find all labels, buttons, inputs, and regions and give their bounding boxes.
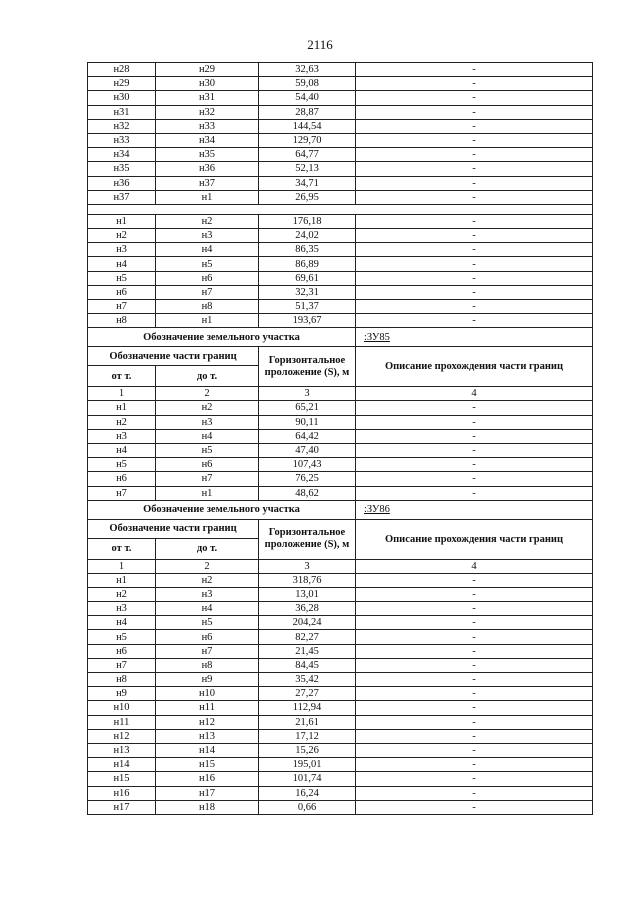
table-cell: н3: [88, 243, 156, 257]
table-cell: -: [356, 644, 593, 658]
table-row: [88, 472, 593, 486]
table-cell: н29: [88, 77, 156, 91]
column-index: 1: [88, 387, 156, 401]
table-cell: 193,67: [259, 314, 356, 328]
table-cell: -: [356, 229, 593, 243]
table-cell: -: [356, 314, 593, 328]
table-cell: н7: [156, 285, 259, 299]
table-cell: 129,70: [259, 133, 356, 147]
table-cell: н30: [88, 91, 156, 105]
column-index: 4: [356, 559, 593, 573]
table-cell: н32: [88, 119, 156, 133]
table-cell: н5: [88, 271, 156, 285]
to-header: до т.: [156, 538, 259, 559]
table-cell: н12: [88, 729, 156, 743]
table-cell: н37: [156, 176, 259, 190]
table-cell: н36: [156, 162, 259, 176]
table-cell: -: [356, 214, 593, 228]
part-label-header: Обозначение части границ: [88, 347, 259, 366]
table-cell: н7: [156, 644, 259, 658]
table-row: [88, 743, 593, 757]
table-row: [88, 105, 593, 119]
table-row: [88, 772, 593, 786]
table-cell: н13: [88, 743, 156, 757]
table-cell: н33: [156, 119, 259, 133]
table-row: [88, 162, 593, 176]
table-cell: н33: [88, 133, 156, 147]
table-cell: 17,12: [259, 729, 356, 743]
table-row: [88, 429, 593, 443]
table-row: [88, 148, 593, 162]
table-cell: н1: [156, 486, 259, 500]
table-cell: 51,37: [259, 300, 356, 314]
table-cell: н36: [88, 176, 156, 190]
table-cell: 21,61: [259, 715, 356, 729]
table-cell: -: [356, 415, 593, 429]
table-cell: н5: [88, 630, 156, 644]
table-row: [88, 701, 593, 715]
table-cell: 34,71: [259, 176, 356, 190]
boundary-table-body: [88, 63, 593, 815]
table-cell: -: [356, 257, 593, 271]
parcel-header-row: [88, 500, 593, 519]
table-row: [88, 602, 593, 616]
table-row: [88, 190, 593, 204]
table-cell: н16: [88, 786, 156, 800]
table-cell: н5: [156, 616, 259, 630]
table-cell: 35,42: [259, 673, 356, 687]
table-row: [88, 729, 593, 743]
table-cell: 76,25: [259, 472, 356, 486]
table-cell: н6: [88, 644, 156, 658]
table-cell: -: [356, 148, 593, 162]
table-cell: 65,21: [259, 401, 356, 415]
table-cell: н3: [156, 229, 259, 243]
parcel-header-row: [88, 328, 593, 347]
table-cell: 59,08: [259, 77, 356, 91]
table-row: [88, 91, 593, 105]
table-cell: 318,76: [259, 573, 356, 587]
table-row: [88, 176, 593, 190]
table-cell: н14: [88, 758, 156, 772]
table-row: [88, 401, 593, 415]
table-cell: 204,24: [259, 616, 356, 630]
table-cell: 69,61: [259, 271, 356, 285]
table-cell: н34: [88, 148, 156, 162]
table-row: [88, 715, 593, 729]
column-index-row: [88, 559, 593, 573]
table-cell: н4: [156, 602, 259, 616]
table-cell: -: [356, 602, 593, 616]
table-cell: -: [356, 91, 593, 105]
table-row: [88, 587, 593, 601]
table-cell: н15: [156, 758, 259, 772]
part-label-header: Обозначение части границ: [88, 519, 259, 538]
table-cell: н5: [88, 458, 156, 472]
description-header: Описание прохождения части границ: [356, 519, 593, 559]
table-cell: 101,74: [259, 772, 356, 786]
parcel-label: Обозначение земельного участка: [88, 328, 356, 347]
table-cell: -: [356, 271, 593, 285]
table-cell: н3: [88, 429, 156, 443]
table-cell: н13: [156, 729, 259, 743]
table-cell: н8: [88, 314, 156, 328]
table-cell: н8: [156, 300, 259, 314]
parcel-code: :ЗУ85: [356, 328, 593, 347]
column-index: 2: [156, 387, 259, 401]
table-cell: н2: [88, 587, 156, 601]
table-cell: -: [356, 77, 593, 91]
table-row: [88, 214, 593, 228]
table-cell: -: [356, 701, 593, 715]
table-cell: н2: [88, 229, 156, 243]
table-cell: 52,13: [259, 162, 356, 176]
table-cell: н6: [156, 458, 259, 472]
table-cell: 144,54: [259, 119, 356, 133]
table-cell: н28: [88, 63, 156, 77]
table-cell: -: [356, 486, 593, 500]
table-cell: н35: [156, 148, 259, 162]
table-cell: 82,27: [259, 630, 356, 644]
table-cell: н6: [156, 271, 259, 285]
table-cell: 48,62: [259, 486, 356, 500]
table-cell: -: [356, 758, 593, 772]
table-cell: н6: [88, 285, 156, 299]
table-cell: 195,01: [259, 758, 356, 772]
table-row: [88, 800, 593, 814]
table-cell: 36,28: [259, 602, 356, 616]
table-cell: н7: [156, 472, 259, 486]
table-cell: 32,63: [259, 63, 356, 77]
table-cell: н1: [88, 214, 156, 228]
table-row: [88, 300, 593, 314]
table-cell: н16: [156, 772, 259, 786]
table-cell: н15: [88, 772, 156, 786]
table-row: [88, 285, 593, 299]
table-cell: н4: [156, 243, 259, 257]
table-cell: н3: [156, 587, 259, 601]
table-row: [88, 257, 593, 271]
table-cell: -: [356, 300, 593, 314]
table-cell: -: [356, 63, 593, 77]
table-cell: н9: [88, 687, 156, 701]
table-cell: 24,02: [259, 229, 356, 243]
table-cell: 176,18: [259, 214, 356, 228]
column-header-row: [88, 347, 593, 366]
column-index: 1: [88, 559, 156, 573]
table-cell: 27,27: [259, 687, 356, 701]
table-cell: н37: [88, 190, 156, 204]
table-cell: н29: [156, 63, 259, 77]
table-cell: н1: [156, 190, 259, 204]
table-cell: 13,01: [259, 587, 356, 601]
table-cell: н2: [156, 573, 259, 587]
page-number: 2116: [307, 37, 333, 52]
table-row: [88, 243, 593, 257]
table-cell: н4: [156, 429, 259, 443]
table-cell: н8: [88, 673, 156, 687]
table-row: [88, 229, 593, 243]
table-row: [88, 486, 593, 500]
separator-cell: [88, 204, 593, 214]
table-cell: 32,31: [259, 285, 356, 299]
table-row: [88, 758, 593, 772]
table-row: [88, 630, 593, 644]
table-row: [88, 77, 593, 91]
to-header: до т.: [156, 366, 259, 387]
table-cell: н12: [156, 715, 259, 729]
table-row: [88, 133, 593, 147]
table-row: [88, 63, 593, 77]
table-cell: 107,43: [259, 458, 356, 472]
table-cell: -: [356, 133, 593, 147]
table-cell: н31: [88, 105, 156, 119]
table-cell: н31: [156, 91, 259, 105]
table-cell: н5: [156, 257, 259, 271]
table-cell: 84,45: [259, 658, 356, 672]
table-cell: н17: [156, 786, 259, 800]
table-cell: н11: [88, 715, 156, 729]
column-index: 3: [259, 559, 356, 573]
table-row: [88, 443, 593, 457]
table-cell: -: [356, 772, 593, 786]
table-cell: 16,24: [259, 786, 356, 800]
table-cell: н3: [156, 415, 259, 429]
table-cell: -: [356, 190, 593, 204]
table-cell: -: [356, 573, 593, 587]
table-cell: н2: [88, 415, 156, 429]
table-row: [88, 458, 593, 472]
table-cell: н6: [88, 472, 156, 486]
table-cell: н1: [88, 401, 156, 415]
table-cell: н35: [88, 162, 156, 176]
table-cell: н10: [88, 701, 156, 715]
table-cell: -: [356, 443, 593, 457]
table-cell: -: [356, 587, 593, 601]
table-cell: 54,40: [259, 91, 356, 105]
table-cell: -: [356, 630, 593, 644]
column-index: 2: [156, 559, 259, 573]
table-cell: -: [356, 616, 593, 630]
table-cell: -: [356, 800, 593, 814]
from-header: от т.: [88, 366, 156, 387]
from-header: от т.: [88, 538, 156, 559]
table-cell: 86,89: [259, 257, 356, 271]
table-row: [88, 786, 593, 800]
table-row: [88, 314, 593, 328]
table-cell: н7: [88, 486, 156, 500]
table-cell: н14: [156, 743, 259, 757]
table-cell: -: [356, 401, 593, 415]
table-row: [88, 119, 593, 133]
table-cell: 0,66: [259, 800, 356, 814]
separator-row: [88, 204, 593, 214]
table-cell: 64,42: [259, 429, 356, 443]
table-cell: н2: [156, 214, 259, 228]
table-cell: н5: [156, 443, 259, 457]
table-cell: н4: [88, 443, 156, 457]
table-cell: -: [356, 715, 593, 729]
table-cell: -: [356, 458, 593, 472]
table-cell: н8: [156, 658, 259, 672]
table-cell: -: [356, 105, 593, 119]
column-index: 4: [356, 387, 593, 401]
table-cell: -: [356, 786, 593, 800]
table-cell: н4: [88, 257, 156, 271]
table-row: [88, 616, 593, 630]
table-cell: н32: [156, 105, 259, 119]
table-cell: -: [356, 658, 593, 672]
table-cell: -: [356, 176, 593, 190]
column-header-row: [88, 519, 593, 538]
table-cell: н1: [88, 573, 156, 587]
table-row: [88, 658, 593, 672]
table-cell: 64,77: [259, 148, 356, 162]
table-cell: н7: [88, 300, 156, 314]
table-cell: 112,94: [259, 701, 356, 715]
table-cell: -: [356, 285, 593, 299]
column-index-row: [88, 387, 593, 401]
table-cell: н34: [156, 133, 259, 147]
table-cell: 86,35: [259, 243, 356, 257]
table-row: [88, 271, 593, 285]
boundary-table: [87, 62, 593, 815]
table-cell: -: [356, 687, 593, 701]
table-cell: н2: [156, 401, 259, 415]
table-cell: -: [356, 472, 593, 486]
table-row: [88, 415, 593, 429]
table-cell: н17: [88, 800, 156, 814]
horizontal-header: Горизонтальное проложение (S), м: [259, 519, 356, 559]
table-cell: н1: [156, 314, 259, 328]
table-cell: -: [356, 743, 593, 757]
table-cell: н10: [156, 687, 259, 701]
table-row: [88, 673, 593, 687]
table-cell: 21,45: [259, 644, 356, 658]
parcel-code: :ЗУ86: [356, 500, 593, 519]
table-row: [88, 573, 593, 587]
column-index: 3: [259, 387, 356, 401]
table-cell: 28,87: [259, 105, 356, 119]
table-cell: -: [356, 729, 593, 743]
table-cell: н4: [88, 616, 156, 630]
table-row: [88, 644, 593, 658]
table-cell: -: [356, 429, 593, 443]
parcel-label: Обозначение земельного участка: [88, 500, 356, 519]
table-cell: -: [356, 119, 593, 133]
horizontal-header: Горизонтальное проложение (S), м: [259, 347, 356, 387]
table-cell: -: [356, 162, 593, 176]
table-cell: 47,40: [259, 443, 356, 457]
table-row: [88, 687, 593, 701]
table-cell: 90,11: [259, 415, 356, 429]
table-cell: н11: [156, 701, 259, 715]
table-cell: н9: [156, 673, 259, 687]
description-header: Описание прохождения части границ: [356, 347, 593, 387]
table-cell: -: [356, 673, 593, 687]
table-cell: н18: [156, 800, 259, 814]
table-cell: н7: [88, 658, 156, 672]
table-cell: н30: [156, 77, 259, 91]
table-cell: -: [356, 243, 593, 257]
table-cell: н6: [156, 630, 259, 644]
table-cell: 15,26: [259, 743, 356, 757]
table-cell: 26,95: [259, 190, 356, 204]
table-cell: н3: [88, 602, 156, 616]
